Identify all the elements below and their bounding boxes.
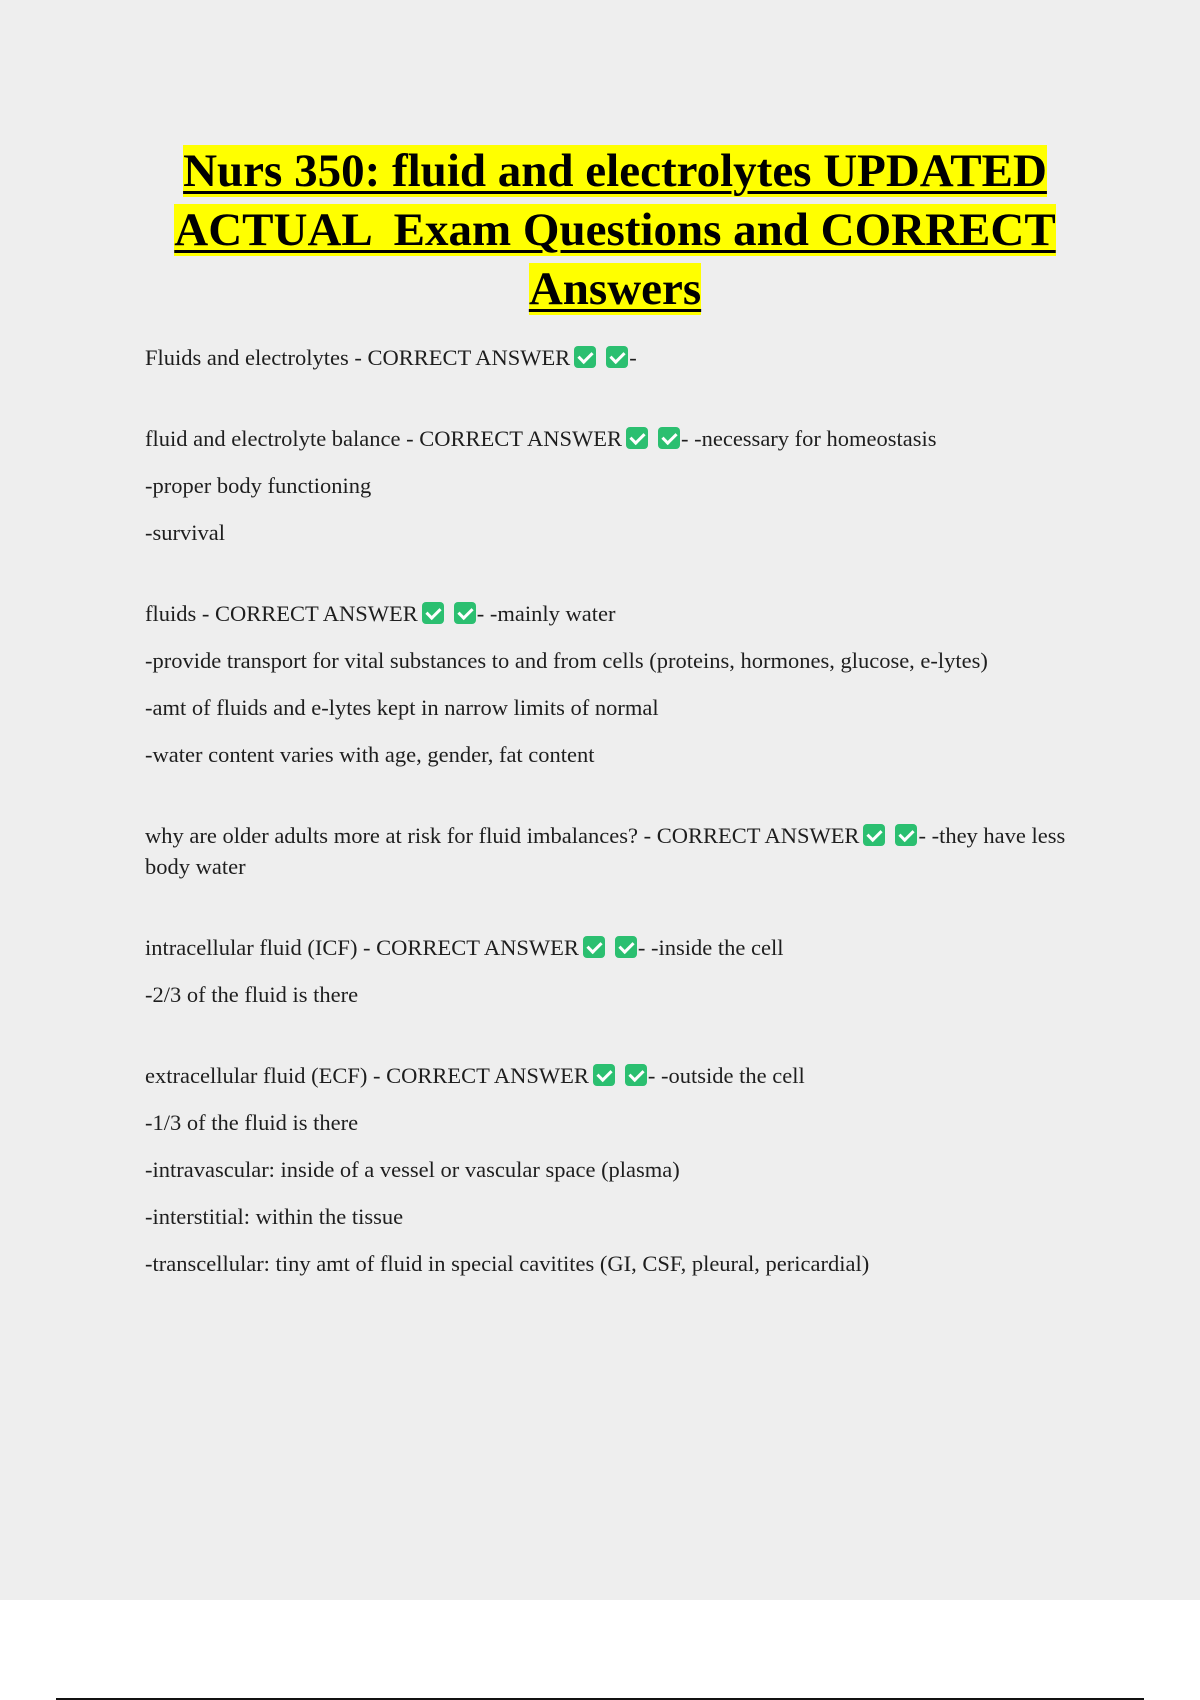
check-icon xyxy=(574,346,596,368)
qa-detail-line: -proper body functioning xyxy=(145,473,372,498)
check-icon xyxy=(454,602,476,624)
qa-question-line xyxy=(145,820,1075,882)
qa-answer: - -outside the cell xyxy=(647,1063,805,1088)
qa-answer: - -inside the cell xyxy=(637,935,784,960)
qa-answer: - -necessary for homeostasis xyxy=(680,426,937,451)
qa-detail-line: -1/3 of the fluid is there xyxy=(145,1110,359,1135)
check-icon xyxy=(863,824,885,846)
qa-detail-line: -intravascular: inside of a vessel or vascular space (plasma) xyxy=(145,1157,680,1182)
qa-detail-line: -water content varies with age, gender, fat content xyxy=(145,742,595,767)
qa-term: extracellular fluid (ECF) - CORRECT ANSWER xyxy=(145,1063,589,1088)
qa-detail-line: -2/3 of the fluid is there xyxy=(145,982,359,1007)
check-icon xyxy=(658,427,680,449)
qa-answer: - xyxy=(629,345,637,370)
qa-question-line xyxy=(145,1060,1075,1091)
check-icon xyxy=(895,824,917,846)
qa-item xyxy=(145,932,1075,1010)
qa-item xyxy=(145,598,1075,770)
check-icon xyxy=(422,602,444,624)
qa-question-line xyxy=(145,423,1075,454)
qa-answer: - -mainly water xyxy=(476,601,616,626)
qa-item xyxy=(145,342,1075,373)
qa-item xyxy=(145,423,1075,548)
qa-question-line xyxy=(145,932,1075,963)
title-line: Answers xyxy=(528,263,702,315)
qa-question-line xyxy=(145,598,1075,629)
qa-item xyxy=(145,820,1075,882)
check-icon xyxy=(593,1064,615,1086)
check-icon xyxy=(626,427,648,449)
title-line: Nurs 350: fluid and electrolytes UPDATED xyxy=(183,145,1047,197)
qa-question-line xyxy=(145,342,1075,373)
qa-answer: - -they have less body water xyxy=(145,823,1066,879)
qa-term: fluid and electrolyte balance - CORRECT ANSWER xyxy=(145,426,622,451)
qa-term: why are older adults more at risk for fluid imbalances? - CORRECT ANSWER xyxy=(145,823,860,848)
qa-detail-line: -interstitial: within the tissue xyxy=(145,1204,404,1229)
qa-detail-line: -transcellular: tiny amt of fluid in special cavitites (GI, CSF, pleural, pericardial) xyxy=(145,1251,870,1276)
qa-term: Fluids and electrolytes - CORRECT ANSWER xyxy=(145,345,571,370)
qa-detail-line: -survival xyxy=(145,520,225,545)
check-icon xyxy=(615,936,637,958)
check-icon xyxy=(583,936,605,958)
document-title xyxy=(130,142,1100,319)
qa-term: intracellular fluid (ICF) - CORRECT ANSWER xyxy=(145,935,579,960)
qa-detail-line: -provide transport for vital substances to and from cells (proteins, hormones, glucose, e-lytes) xyxy=(145,648,988,673)
check-icon xyxy=(625,1064,647,1086)
check-icon xyxy=(606,346,628,368)
qa-detail-line: -amt of fluids and e-lytes kept in narrow limits of normal xyxy=(145,695,659,720)
qa-term: fluids - CORRECT ANSWER xyxy=(145,601,418,626)
qa-item xyxy=(145,1060,1075,1279)
qa-list xyxy=(145,342,1075,1329)
title-line: ACTUAL Exam Questions and CORRECT xyxy=(174,204,1056,256)
